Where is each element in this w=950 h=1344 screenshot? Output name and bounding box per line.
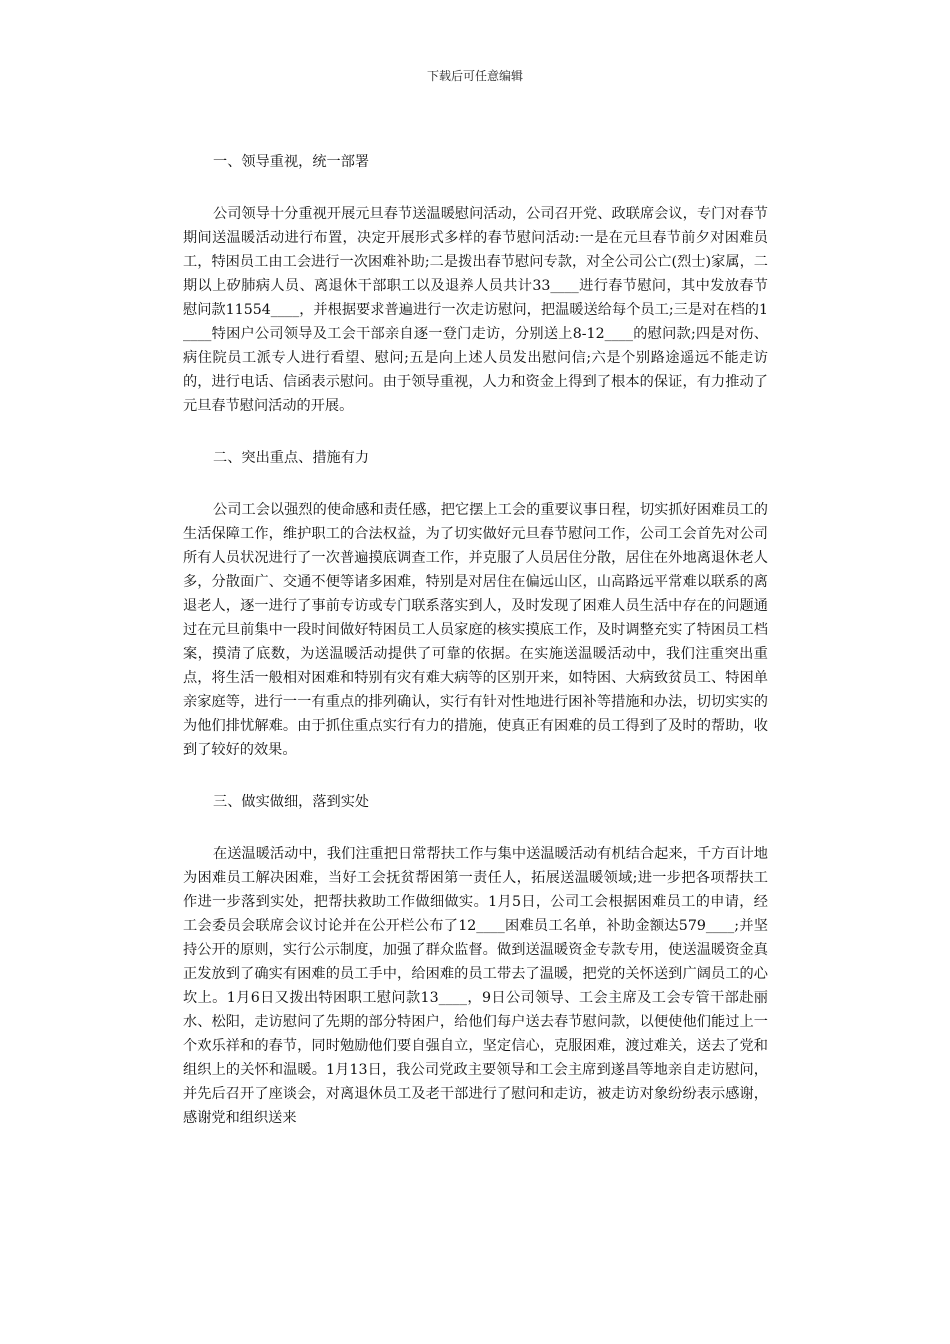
- section-paragraph: 公司领导十分重视开展元旦春节送温暖慰问活动，公司召开党、政联席会议，专门对春节期间送温暖活动进行布置，决定开展形式多样的春节慰问活动:一是在元旦春节前夕对困难员工，特困员工由工会进行一次困难补助;二是拨出春节慰问专款，对全公司公亡(烈士)家属，二期以上矽肺病人员、离退休干部职工以及退养人员共计33____进行春节慰问，其中发放春节慰问款11554____，并根据要求普遍进行一次走访慰问，把温暖送给每个员工;三是对在档的1____特困户公司领导及工会干部亲自逐一登门走访，分别送上8-12____的慰问款;四是对伤、病住院员工派专人进行看望、慰问;五是向上述人员发出慰问信;六是个别路途遥远不能走访的，进行电话、信函表示慰问。由于领导重视，人力和资金上得到了根本的保证，有力推动了元旦春节慰问活动的开展。: [183, 206, 768, 414]
- header-note: 下载后可任意编辑: [426, 69, 523, 83]
- section-1: [183, 150, 768, 446]
- section-paragraph: 公司工会以强烈的使命感和责任感，把它摆上工会的重要议事日程，切实抓好困难员工的生活保障工作，维护职工的合法权益，为了切实做好元旦春节慰问工作，公司工会首先对公司所有人员状况进行了一次普遍摸底调查工作，并克服了人员居住分散，居住在外地离退休老人多，分散面广、交通不便等诸多困难，特别是对居住在偏远山区，山高路远平常难以联系的离退老人，逐一进行了事前专访或专门联系落实到人，及时发现了困难人员生活中存在的问题通过在元旦前集中一段时间做好特困员工人员家庭的核实摸底工作，及时调整充实了特困员工档案，摸清了底数，为送温暖活动提供了可靠的依据。在实施送温暖活动中，我们注重突出重点，将生活一般相对困难和特别有灾有难大病等的区别开来，如特困、大病致贫员工、特困单亲家庭等，进行一一有重点的排列确认，实行有针对性地进行困补等措施和办法，切切实实的为他们排忧解难。由于抓住重点实行有力的措施，使真正有困难的员工得到了及时的帮助，收到了较好的效果。: [183, 502, 768, 758]
- section-3: [183, 790, 768, 1130]
- section-heading: 一、领导重视，统一部署: [213, 154, 370, 170]
- section-2: [183, 446, 768, 790]
- section-paragraph: 在送温暖活动中，我们注重把日常帮扶工作与集中送温暖活动有机结合起来，千方百计地为困难员工解决困难，当好工会抚贫帮困第一责任人，拓展送温暖领域;进一步把各项帮扶工作进一步落到实处，把帮扶救助工作做细做实。1月5日，公司工会根据困难员工的申请，经工会委员会联席会议讨论并在公开栏公布了12____困难员工名单，补助金额达579____;并坚持公开的原则，实行公示制度，加强了群众监督。做到送温暖资金专款专用，使送温暖资金真正发放到了确实有困难的员工手中，给困难的员工带去了温暖，把党的关怀送到广阔员工的心坎上。1月6日又拨出特困职工慰问款13____，9日公司领导、工会主席及工会专管干部赴丽水、松阳，走访慰问了先期的部分特困户，给他们每户送去春节慰问款，以便使他们能过上一个欢乐祥和的春节，同时勉励他们要自强自立，坚定信心，克服困难，渡过难关，送去了党和组织上的关怀和温暖。1月13日，我公司党政主要领导和工会主席到遂昌等地亲自走访慰问，并先后召开了座谈会，对离退休员工及老干部进行了慰问和走访，被走访对象纷纷表示感谢，感谢党和组织送来: [183, 846, 768, 1126]
- section-heading: 二、突出重点、措施有力: [213, 450, 370, 466]
- document-body: [183, 150, 768, 1130]
- section-heading: 三、做实做细，落到实处: [213, 794, 370, 810]
